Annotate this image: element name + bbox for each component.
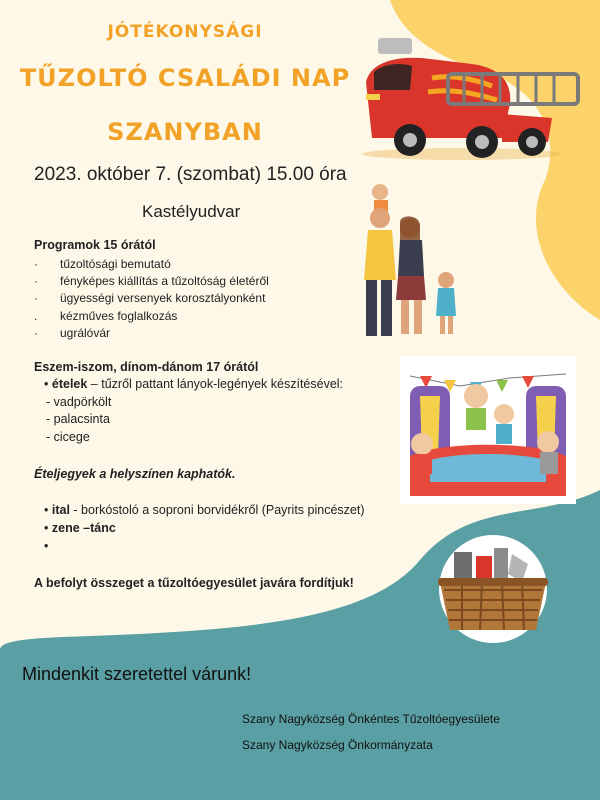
bullet: •: [44, 538, 49, 553]
title-line-3: SZANYBAN: [107, 118, 263, 146]
organizer-municipality: Szany Nagyközség Önkormányzata: [242, 738, 433, 752]
list-item: · tűzoltósági bemutató: [34, 256, 269, 273]
title-line-1: JÓTÉKONYSÁGI: [107, 22, 263, 42]
bullet: •: [44, 520, 49, 535]
programs-heading: Programok 15 órától: [34, 238, 156, 252]
food-heading: Eszem-iszom, dínom-dánom 17 órától: [34, 360, 259, 374]
bullet: ·: [34, 325, 38, 340]
list-item: · ugrálóvár: [34, 325, 269, 342]
welcome-message: Mindenkit szeretettel várunk!: [22, 664, 252, 684]
organizer-fire-association: Szany Nagyközség Önkéntes Tűzoltóegyesülete: [242, 712, 500, 726]
bullet: ·: [34, 274, 38, 289]
bullet: .: [34, 308, 38, 323]
list-item: · ügyességi versenyek korosztályonként: [34, 290, 269, 307]
list-item: · fényképes kiállítás a tűzoltóság életéről: [34, 273, 269, 290]
list-item: • ital - borkóstoló a soproni borvidékről (Payrits pincészet): [44, 503, 365, 517]
food-list: [34, 376, 343, 446]
bullet: •: [44, 503, 49, 517]
event-date: 2023. október 7. (szombat) 15.00 óra: [34, 164, 347, 185]
bullet: •: [44, 377, 49, 391]
list-item: [44, 538, 365, 556]
title-line-2: TŰZOLTÓ CSALÁDI NAP: [19, 64, 351, 92]
gift-basket-illustration: [432, 534, 554, 644]
list-item: . kézműves foglalkozás: [34, 308, 269, 325]
drinks-list: [44, 502, 365, 555]
list-item: • ételek – tűzről pattant lányok-legények készítésével:: [44, 377, 344, 391]
family-illustration: [348, 180, 468, 340]
bouncy-castle-illustration: [400, 356, 576, 504]
closing-note: A befolyt összeget a tűzoltóegyesület javára fordítjuk!: [34, 576, 354, 590]
bullet: ·: [34, 257, 38, 271]
event-venue: Kastélyudvar: [142, 202, 241, 221]
fire-truck-illustration: [352, 34, 584, 162]
list-item: • zene –tánc: [44, 520, 116, 535]
tickets-note: Ételjegyek a helyszínen kaphatók.: [34, 467, 236, 481]
list-item: - cicege: [46, 429, 90, 444]
programs-list: [34, 256, 269, 342]
list-item: - palacsinta: [46, 412, 110, 426]
bullet: ·: [34, 291, 38, 306]
list-item: - vadpörkölt: [46, 394, 112, 409]
